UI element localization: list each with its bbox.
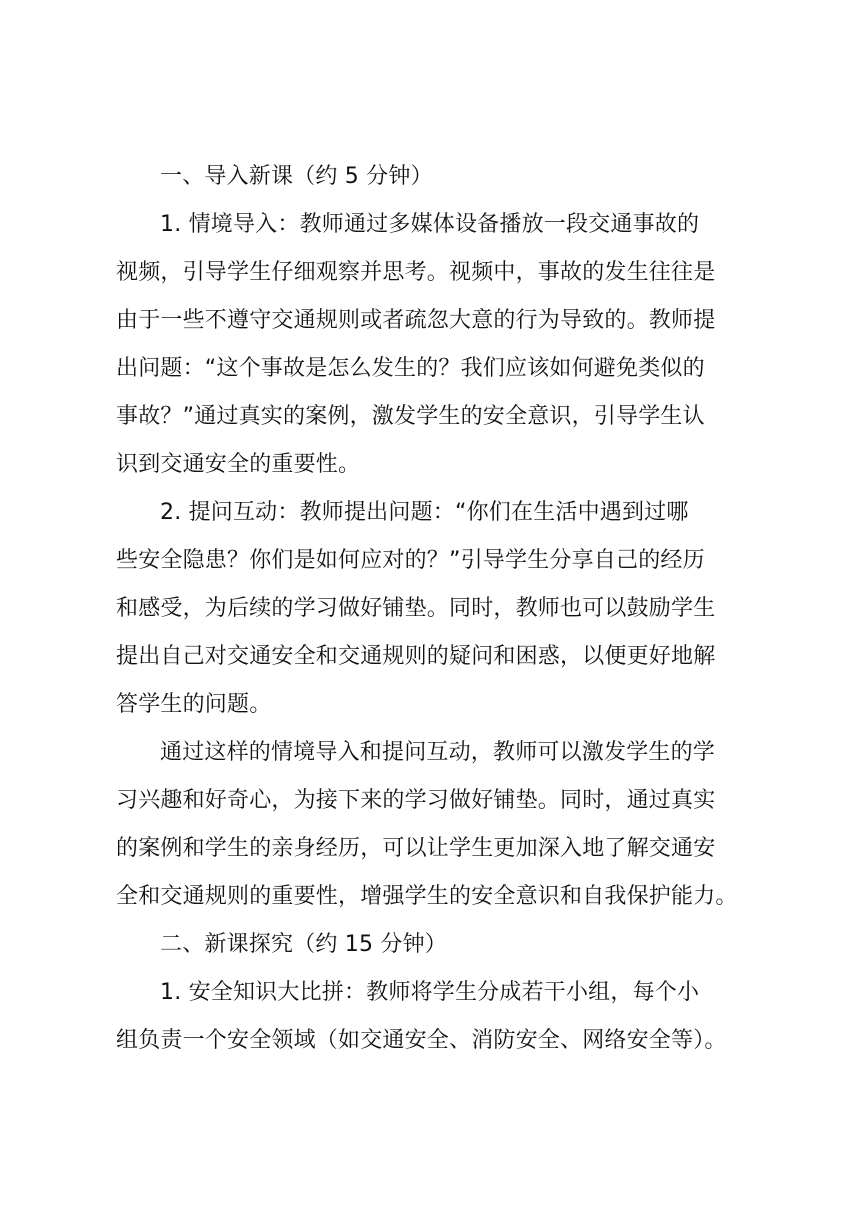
paragraph-line: 视频，引导学生仔细观察并思考。视频中，事故的发生往往是 bbox=[116, 260, 716, 285]
list-item-1-start: 1. 情境导入：教师通过多媒体设备播放一段交通事故的 bbox=[160, 212, 700, 237]
paragraph-line: 些安全隐患？你们是如何应对的？”引导学生分享自己的经历 bbox=[116, 548, 705, 573]
paragraph-line: 的案例和学生的亲身经历，可以让学生更加深入地了解交通安 bbox=[116, 836, 716, 861]
paragraph-line: 由于一些不遵守交通规则或者疏忽大意的行为导致的。教师提 bbox=[116, 308, 716, 333]
paragraph-line: 识到交通安全的重要性。 bbox=[116, 452, 361, 477]
paragraph-line: 习兴趣和好奇心，为接下来的学习做好铺垫。同时，通过真实 bbox=[116, 788, 716, 813]
list-item-2-start: 2. 提问互动：教师提出问题：“你们在生活中遇到过哪 bbox=[160, 500, 689, 525]
paragraph-line: 事故？”通过真实的案例，激发学生的安全意识，引导学生认 bbox=[116, 404, 705, 429]
paragraph-line: 组负责一个安全领域（如交通安全、消防安全、网络安全等）。 bbox=[116, 1028, 727, 1053]
paragraph-line: 和感受，为后续的学习做好铺垫。同时，教师也可以鼓励学生 bbox=[116, 596, 716, 621]
section-heading-1: 一、导入新课（约 5 分钟） bbox=[160, 164, 433, 189]
list-item-3-start: 1. 安全知识大比拼：教师将学生分成若干小组，每个小 bbox=[160, 980, 700, 1005]
paragraph-line: 出问题：“这个事故是怎么发生的？我们应该如何避免类似的 bbox=[116, 356, 705, 381]
paragraph-line: 全和交通规则的重要性，增强学生的安全意识和自我保护能力。 bbox=[116, 884, 738, 909]
paragraph-line: 提出自己对交通安全和交通规则的疑问和困惑，以便更好地解 bbox=[116, 644, 716, 669]
section-heading-2: 二、新课探究（约 15 分钟） bbox=[160, 932, 447, 957]
paragraph-line: 答学生的问题。 bbox=[116, 692, 272, 717]
summary-paragraph-start: 通过这样的情境导入和提问互动，教师可以激发学生的学 bbox=[160, 740, 716, 765]
